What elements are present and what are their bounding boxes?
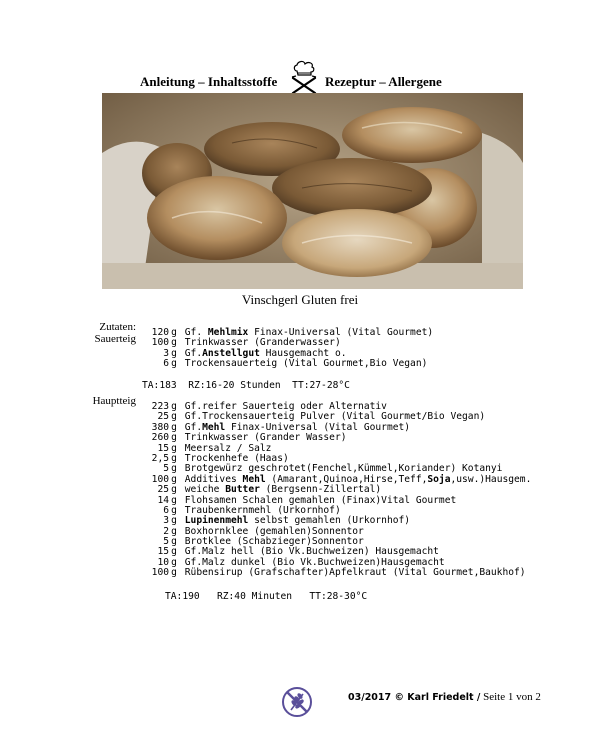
label-hauptteig: Hauptteig: [92, 395, 136, 407]
ingredient-amount: 120: [151, 327, 169, 338]
ingredient-text: Hausgemacht o.: [259, 347, 347, 359]
ingredient-unit: g: [171, 411, 177, 423]
ingredient-amount: 260: [151, 432, 169, 444]
ingredient-unit: g: [171, 536, 177, 548]
ingredient-unit: g: [171, 494, 177, 506]
ingredient-description: [179, 567, 526, 578]
ingredient-description: [179, 515, 410, 526]
ingredient-amount: 223: [151, 401, 169, 412]
ingredient-allergen: Mehl: [202, 421, 226, 433]
ingredient-amount: 15: [157, 546, 169, 558]
ingredient-unit: g: [171, 401, 177, 412]
ingredient-description: [179, 495, 456, 506]
ingredient-allergen: Lupinenmehl: [184, 515, 249, 527]
ingredient-amount: 2: [163, 525, 169, 537]
ingredient-amount: 3: [163, 347, 169, 359]
ingredient-text: Gf.Malz dunkel (Bio Vk.Buchweizen)Hausgemacht: [184, 556, 445, 568]
ingredient-description: [179, 557, 445, 568]
ingredient-text: Flohsamen Schalen gemahlen (Finax)Vital Gourmet: [184, 494, 457, 506]
footer-copyright: 03/2017 © Karl Friedelt /: [348, 692, 481, 703]
ingredient-amount: 25: [157, 411, 169, 423]
ingredient-unit: g: [171, 546, 177, 558]
ingredient-text: Gf.Malz hell (Bio Vk.Buchweizen) Hausgemacht: [184, 546, 439, 558]
ingredient-amount: 100: [151, 567, 169, 579]
ingredient-text: Trinkwasser (Grander Wasser): [184, 432, 347, 444]
ingredient-text: Gf.: [184, 327, 208, 338]
ingredient-allergen: Mehl: [242, 473, 266, 485]
ingredient-description: [179, 327, 433, 338]
ingredient-unit: g: [171, 452, 177, 464]
ingredient-text: Gf.: [184, 421, 203, 433]
ingredient-text: (Amarant,Quinoa,Hirse,Teff,: [265, 473, 428, 485]
ingredient-text: Gf.: [184, 347, 203, 359]
ingredient-amount: 100: [151, 337, 169, 349]
ingredient-unit: g: [171, 327, 177, 338]
ingredient-description: [179, 526, 364, 537]
ingredient-text: Additives: [184, 473, 243, 485]
ingredient-text: Trinkwasser (Granderwasser): [184, 337, 341, 349]
ingredient-row: [142, 359, 433, 369]
ingredient-text: Rübensirup (Grafschafter)Apfelkraut (Vital Gourmet,Baukhof): [184, 567, 526, 579]
hauptteig-ingredient-list: [142, 402, 531, 579]
ingredient-amount: 6: [163, 504, 169, 516]
ingredient-unit: g: [171, 337, 177, 349]
ingredient-unit: g: [171, 484, 177, 496]
ingredient-unit: g: [171, 442, 177, 454]
ingredient-amount: 5: [163, 463, 169, 475]
ingredient-text: (Bergsenn-Zillertal): [259, 484, 382, 496]
ingredient-description: [179, 443, 271, 454]
footer-page-number: Seite 1 von 2: [480, 691, 541, 703]
label-sauerteig: Sauerteig: [94, 333, 136, 345]
ingredient-text: Finax-Universal (Vital Gourmet): [225, 421, 411, 433]
ingredient-description: [179, 358, 427, 369]
sauerteig-ingredient-list: [142, 328, 433, 370]
ingredient-text: ,usw.)Hausgem.: [450, 473, 532, 485]
ingredient-text: Brotklee (Schabzieger)Sonnentor: [184, 536, 364, 548]
ingredient-unit: g: [171, 432, 177, 444]
ingredient-allergen: Soja: [427, 473, 451, 485]
ingredient-description: [179, 453, 289, 464]
ingredient-unit: g: [171, 525, 177, 537]
ingredient-allergen: Mehlmix: [207, 327, 249, 338]
ingredient-description: [179, 463, 502, 474]
ingredient-amount: 2,5: [151, 452, 169, 464]
header-title-left: Anleitung – Inhaltsstoffe: [140, 74, 278, 89]
bread-basket-photo: [102, 93, 523, 289]
ingredient-description: [179, 546, 439, 557]
ingredient-row: [142, 568, 531, 578]
ingredient-description: [179, 411, 485, 422]
ingredient-amount: 6: [163, 358, 169, 370]
ingredient-allergen: Butter: [225, 484, 260, 496]
ingredient-amount: 380: [151, 421, 169, 433]
ingredient-amount: 10: [157, 556, 169, 568]
ingredient-text: Brotgewürz geschrotet(Fenchel,Kümmel,Koriander) Kotanyi: [184, 463, 503, 475]
ingredient-amount: 5: [163, 536, 169, 548]
footer-text: [348, 691, 541, 703]
ingredient-unit: g: [171, 567, 177, 579]
ingredient-unit: g: [171, 515, 177, 527]
ingredient-description: [179, 432, 347, 443]
ingredient-unit: g: [171, 504, 177, 516]
ingredient-text: Meersalz / Salz: [184, 442, 272, 454]
ingredient-unit: g: [171, 556, 177, 568]
ingredient-text: Gf.Trockensauerteig Pulver (Vital Gourmet/Bio Vegan): [184, 411, 486, 423]
ingredient-amount: 25: [157, 484, 169, 496]
hauptteig-parameters: TA:190 RZ:40 Minuten TT:28-30°C: [165, 591, 368, 602]
ingredient-text: Boxhornklee (gemahlen)Sonnentor: [184, 525, 364, 537]
ingredient-amount: 14: [157, 494, 169, 506]
chef-hat-cross-icon: [287, 60, 321, 94]
page-header: [0, 60, 600, 96]
ingredient-unit: g: [171, 358, 177, 370]
ingredient-unit: g: [171, 463, 177, 475]
ingredient-unit: g: [171, 421, 177, 433]
ingredient-text: Trockenhefe (Haas): [184, 452, 289, 464]
header-title-right: Rezeptur – Allergene: [325, 74, 442, 89]
label-zutaten: Zutaten:: [99, 321, 136, 333]
photo-caption: Vinschgerl Gluten frei: [241, 292, 359, 307]
ingredient-amount: 3: [163, 515, 169, 527]
ingredient-text: selbst gemahlen (Urkornhof): [248, 515, 411, 527]
ingredient-allergen: Anstellgut: [202, 347, 260, 359]
ingredient-description: [179, 401, 387, 412]
ingredient-text: Finax-Universal (Vital Gourmet): [248, 327, 434, 338]
ingredient-unit: g: [171, 473, 177, 485]
ingredient-text: Gf.reifer Sauerteig oder Alternativ: [184, 401, 387, 412]
ingredient-text: Trockensauerteig (Vital Gourmet,Bio Vegan): [184, 358, 428, 370]
ingredient-text: Traubenkernmehl (Urkornhof): [184, 504, 341, 516]
ingredient-description: [179, 536, 364, 547]
ingredient-text: weiche: [184, 484, 226, 496]
ingredient-unit: g: [171, 347, 177, 359]
ingredient-description: [179, 422, 410, 433]
gluten-free-icon: [281, 686, 313, 718]
page-footer: [0, 686, 600, 720]
ingredient-amount: 100: [151, 473, 169, 485]
ingredient-description: [179, 484, 381, 495]
sauerteig-parameters: TA:183 RZ:16-20 Stunden TT:27-28°C: [142, 380, 350, 391]
ingredient-description: [179, 337, 341, 348]
ingredient-description: [179, 348, 347, 359]
ingredient-amount: 15: [157, 442, 169, 454]
ingredient-description: [179, 474, 531, 485]
